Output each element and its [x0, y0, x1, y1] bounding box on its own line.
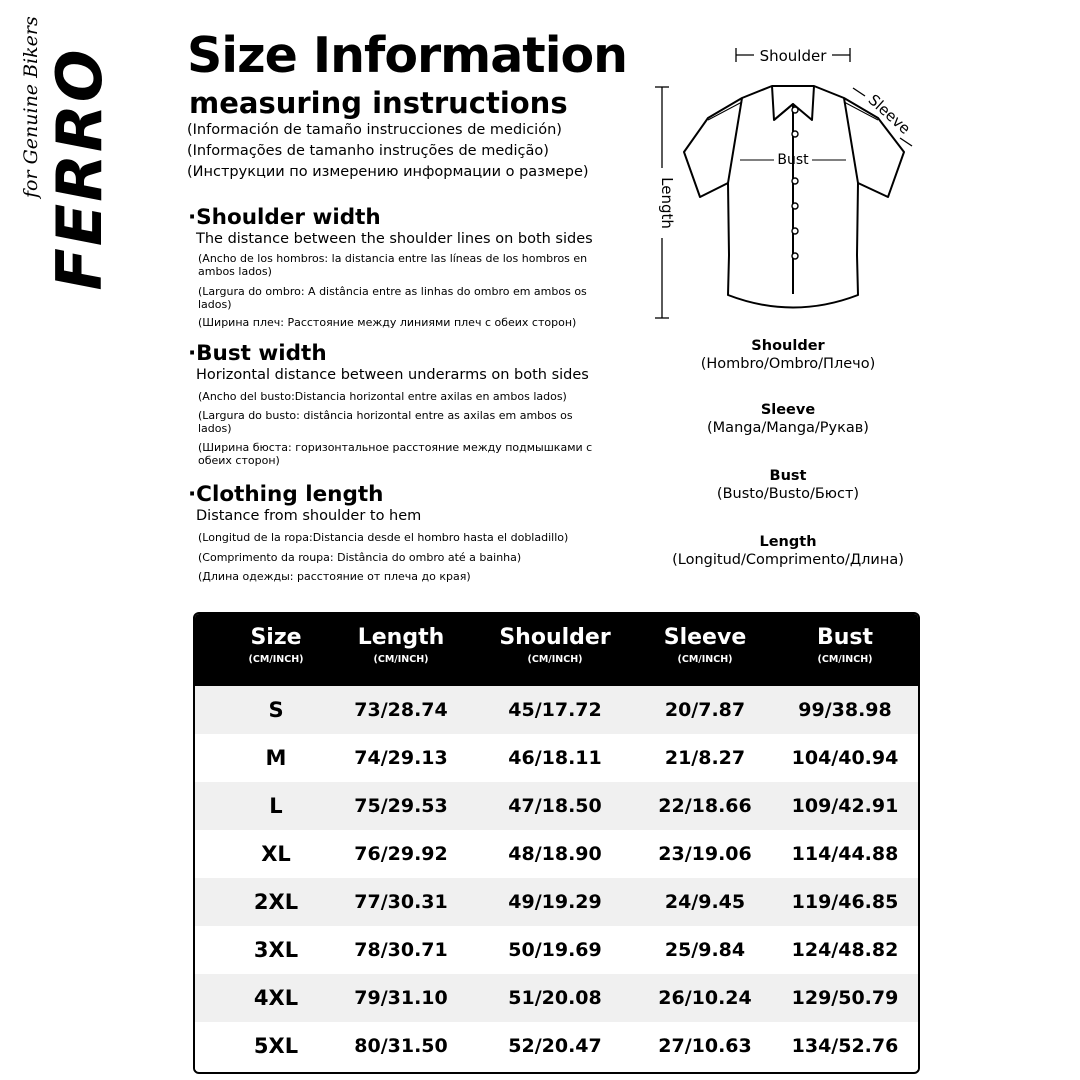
legend-sleeve-translation: (Manga/Manga/Рукав) — [707, 420, 869, 436]
clothing-length-note-es: (Longitud de la ropa:Distancia desde el hombro hasta el dobladillo) — [198, 531, 569, 544]
shirt-outline — [684, 86, 904, 308]
table-header — [195, 614, 918, 686]
sleeve-cell: 21/8.27 — [664, 747, 746, 769]
brand-name: FERRO — [43, 47, 116, 291]
legend-shoulder-translation: (Hombro/Ombro/Плечо) — [700, 356, 876, 372]
bust-cell: 109/42.91 — [791, 795, 899, 817]
sleeve-cell: 20/7.87 — [664, 699, 746, 721]
legend-shoulder-label: Shoulder — [751, 338, 825, 354]
size-chart-table — [193, 612, 920, 1074]
length-cell: 77/30.31 — [354, 891, 448, 913]
column-header-length: Length (CM/INCH) — [357, 625, 445, 665]
shoulder-cell: 45/17.72 — [508, 699, 602, 721]
legend-sleeve-label: Sleeve — [760, 402, 816, 418]
table-row — [195, 734, 918, 782]
shirt-button — [792, 203, 798, 209]
length-cell: 76/29.92 — [354, 843, 448, 865]
sleeve-cell: 22/18.66 — [658, 795, 752, 817]
sleeve-cell: 25/9.84 — [664, 939, 746, 961]
sleeve-cell: 24/9.45 — [664, 891, 746, 913]
length-cell: 80/31.50 — [354, 1035, 448, 1057]
clothing-length-note-ru: (Длина одежды: расстояние от плеча до края) — [198, 570, 471, 583]
table-row — [195, 926, 918, 974]
shoulder-width-note-pt: (Largura do ombro: A distância entre as linhas do ombro em ambos os lados) — [198, 285, 587, 311]
shirt-diagram — [650, 40, 940, 330]
shirt-button — [792, 178, 798, 184]
size-cell: L — [269, 794, 283, 818]
bust-width-heading: ·Bust width — [188, 341, 327, 366]
length-cell: 78/30.71 — [354, 939, 448, 961]
column-header-size: Size (CM/INCH) — [248, 625, 304, 665]
legend-bust-label: Bust — [769, 468, 807, 484]
shoulder-cell: 51/20.08 — [508, 987, 602, 1009]
size-cell: M — [265, 746, 287, 770]
shoulder-cell: 49/19.29 — [508, 891, 602, 913]
size-cell: 5XL — [253, 1034, 299, 1058]
clothing-length-note-pt: (Comprimento da roupa: Distância do ombro até a bainha) — [198, 551, 522, 564]
length-cell: 74/29.13 — [354, 747, 448, 769]
legend-length-label: Length — [759, 534, 817, 550]
table-row — [195, 974, 918, 1022]
sleeve-diagram-label: Sleeve — [864, 90, 915, 138]
bust-cell: 119/46.85 — [791, 891, 899, 913]
table-row — [195, 782, 918, 830]
shoulder-cell: 47/18.50 — [508, 795, 602, 817]
bust-cell: 134/52.76 — [791, 1035, 899, 1057]
length-cell: 73/28.74 — [354, 699, 448, 721]
clothing-length-description: Distance from shoulder to hem — [196, 508, 422, 524]
bust-cell: 104/40.94 — [791, 747, 899, 769]
bust-cell: 114/44.88 — [791, 843, 899, 865]
subtitle-translation-pt: (Informações de tamanho instruções de medição) — [187, 143, 549, 159]
bust-width-description: Horizontal distance between underarms on both sides — [196, 367, 589, 383]
legend-length-translation: (Longitud/Comprimento/Длина) — [672, 552, 904, 568]
shoulder-cell: 48/18.90 — [508, 843, 602, 865]
clothing-length-heading: ·Clothing length — [188, 482, 384, 507]
column-header-bust: Bust (CM/INCH) — [816, 625, 874, 665]
bust-cell: 129/50.79 — [791, 987, 899, 1009]
column-header-shoulder: Shoulder (CM/INCH) — [499, 625, 611, 665]
shoulder-diagram-label: Shoulder — [759, 47, 827, 65]
length-cell: 79/31.10 — [354, 987, 448, 1009]
shirt-button — [792, 131, 798, 137]
shoulder-cell: 46/18.11 — [508, 747, 602, 769]
table-row — [195, 686, 918, 734]
shoulder-width-note-es: (Ancho de los hombros: la distancia entre las líneas de los hombros en ambos lados) — [198, 252, 588, 278]
brand-tagline: for Genuine Bikers — [20, 16, 42, 198]
subtitle-translation-es: (Información de tamaño instrucciones de medición) — [187, 122, 562, 138]
sleeve-cell: 27/10.63 — [658, 1035, 752, 1057]
bust-width-note-pt: (Largura do busto: distância horizontal entre as axilas em ambos os lados) — [198, 409, 573, 435]
subtitle-translation-ru: (Инструкции по измерению информации о размере) — [187, 164, 589, 180]
page-subtitle: measuring instructions — [189, 86, 568, 120]
bust-cell: 99/38.98 — [798, 699, 892, 721]
shirt-button — [792, 253, 798, 259]
table-row — [195, 1022, 918, 1070]
length-diagram-label: Length — [658, 177, 676, 229]
table-row — [195, 830, 918, 878]
legend-bust-translation: (Busto/Busto/Бюст) — [716, 486, 860, 502]
size-cell: 3XL — [253, 938, 299, 962]
shoulder-width-note-ru: (Ширина плеч: Расстояние между линиями плеч с обеих сторон) — [198, 316, 577, 329]
shoulder-cell: 50/19.69 — [508, 939, 602, 961]
column-header-sleeve: Sleeve (CM/INCH) — [663, 625, 747, 665]
size-cell: S — [268, 698, 284, 722]
shoulder-width-description: The distance between the shoulder lines on both sides — [196, 231, 593, 247]
shirt-button — [792, 228, 798, 234]
size-cell: 2XL — [253, 890, 299, 914]
bust-cell: 124/48.82 — [791, 939, 899, 961]
table-row — [195, 878, 918, 926]
size-cell: XL — [261, 842, 291, 866]
size-cell: 4XL — [253, 986, 299, 1010]
brand-logo — [20, 16, 142, 322]
shoulder-width-heading: ·Shoulder width — [188, 205, 381, 230]
sleeve-cell: 23/19.06 — [658, 843, 752, 865]
bust-width-note-ru: (Ширина бюста: горизонтальное расстояние между подмышками с обеих сторон) — [198, 441, 593, 467]
length-cell: 75/29.53 — [354, 795, 448, 817]
page-title: Size Information — [187, 27, 628, 84]
sleeve-cell: 26/10.24 — [658, 987, 752, 1009]
bust-diagram-label: Bust — [777, 152, 809, 168]
shirt-button — [792, 107, 798, 113]
shoulder-cell: 52/20.47 — [508, 1035, 602, 1057]
bust-width-note-es: (Ancho del busto:Distancia horizontal entre axilas en ambos lados) — [198, 390, 567, 403]
